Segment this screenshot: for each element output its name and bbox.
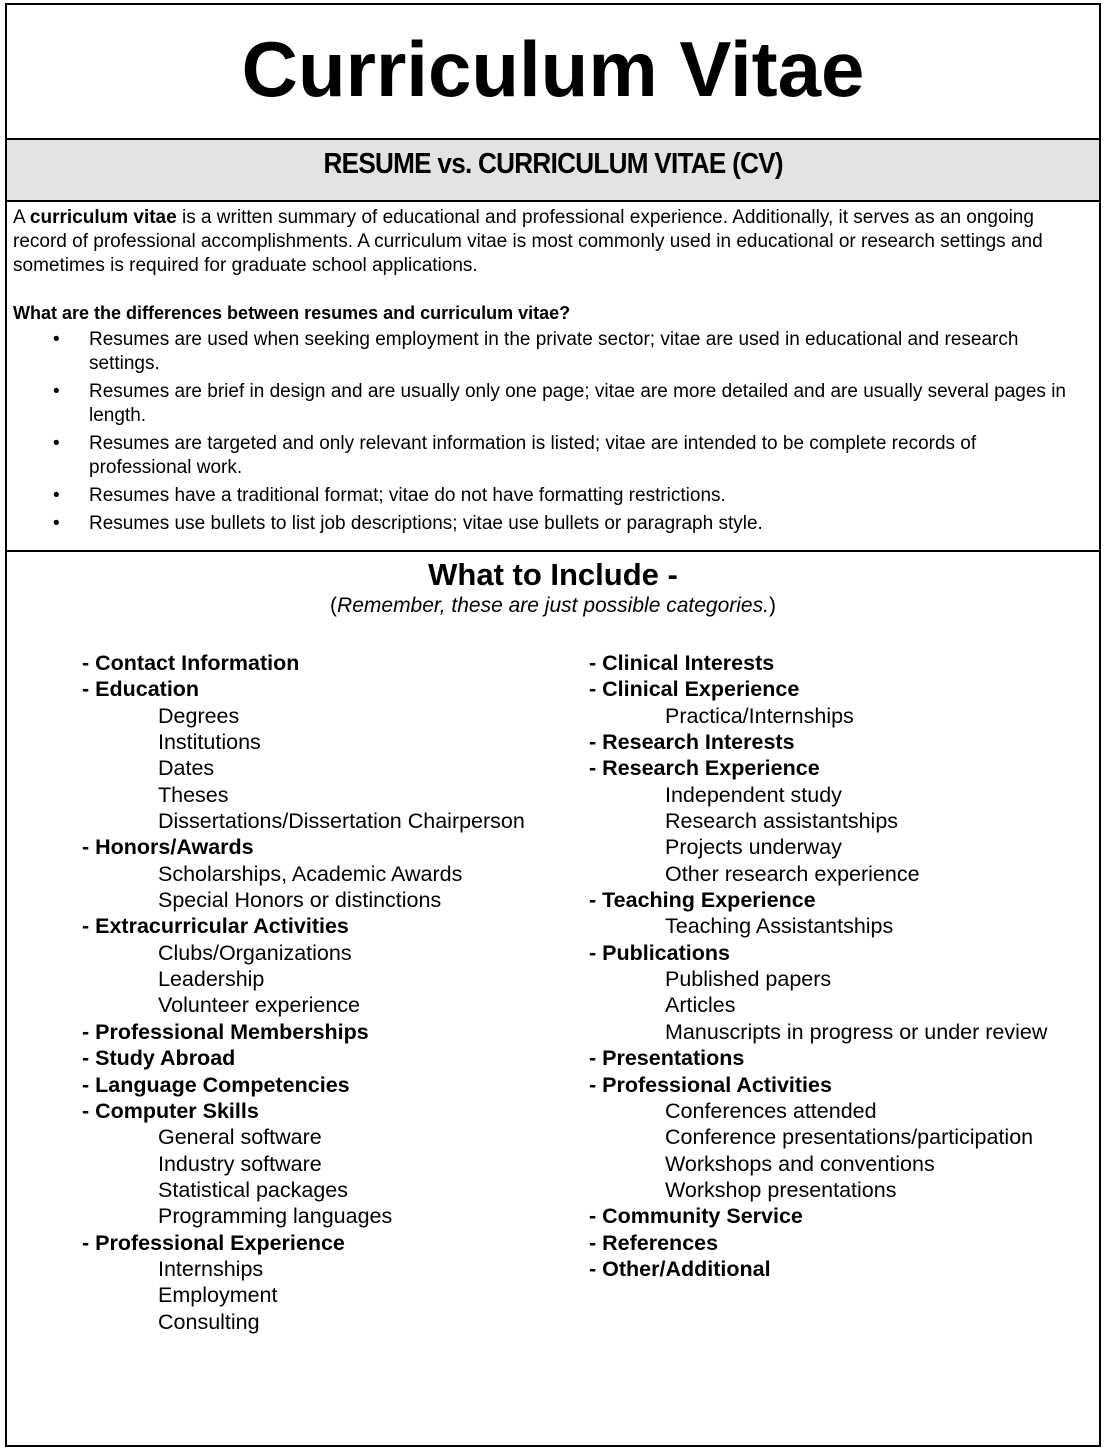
category-item: Teaching Assistantships [665, 914, 894, 939]
category-heading: - Language Competencies [82, 1072, 350, 1097]
note-close: ) [768, 594, 776, 617]
category-heading: - References [589, 1230, 719, 1255]
category-item: Dissertations/Dissertation Chairperson [158, 809, 525, 834]
note-open: ( [330, 594, 338, 617]
category-item: Programming languages [158, 1204, 393, 1229]
intro-rest: is a written summary of educational and professional experience. Additionally, it serves as an ongoing record of professional accomplishments. A curriculum vitae is most commonly used in educational or research settings and sometimes is required for graduate school applications. [13, 207, 1043, 276]
category-item: Internships [158, 1256, 264, 1281]
category-item: Research assistantships [665, 809, 899, 834]
intro-term: curriculum vitae [29, 207, 177, 228]
category-item: Articles [665, 993, 736, 1018]
category-heading: - Professional Experience [82, 1230, 345, 1255]
bullet-icon: • [53, 485, 60, 506]
difference-item [13, 432, 1093, 480]
category-heading: - Study Abroad [82, 1046, 236, 1071]
category-heading: - Education [82, 677, 200, 702]
category-heading: - Professional Activities [589, 1072, 832, 1097]
difference-text: Resumes are used when seeking employment in the private sector; vitae are used in educational and research settings. [89, 329, 1019, 374]
difference-text: Resumes have a traditional format; vitae do not have formatting restrictions. [89, 485, 726, 506]
difference-text: Resumes are brief in design and are usually only one page; vitae are more detailed and are usually several pages in length. [89, 381, 1066, 426]
bullet-icon: • [53, 381, 60, 402]
intro-lead: A [13, 207, 30, 228]
subtitle-text: RESUME vs. CURRICULUM VITAE (CV) [323, 148, 783, 180]
intro-section [7, 202, 1099, 552]
category-item: Dates [158, 756, 215, 781]
category-item: Degrees [158, 703, 240, 728]
differences-list [13, 328, 1093, 536]
difference-item [13, 484, 1093, 508]
category-heading: - Computer Skills [82, 1098, 259, 1123]
category-item: Industry software [158, 1151, 322, 1176]
category-item: Workshop presentations [665, 1177, 897, 1202]
difference-text: Resumes are targeted and only relevant information is listed; vitae are intended to be complete records of professional work. [89, 433, 977, 478]
category-heading: - Teaching Experience [589, 888, 816, 913]
intro-paragraph [13, 206, 1093, 278]
category-item: Projects underway [665, 835, 842, 860]
differences-question: What are the differences between resumes and curriculum vitae? [13, 303, 571, 323]
section-subtitle [7, 140, 1099, 202]
category-item: Conferences attended [665, 1098, 877, 1123]
category-heading: - Extracurricular Activities [82, 914, 349, 939]
category-item: Practica/Internships [665, 703, 854, 728]
category-heading: - Community Service [589, 1204, 803, 1229]
category-item: Workshops and conventions [665, 1151, 935, 1176]
category-item: Volunteer experience [158, 993, 361, 1018]
category-item: Statistical packages [158, 1177, 349, 1202]
left-category-column [82, 650, 525, 1335]
category-item: Manuscripts in progress or under review [665, 1019, 1048, 1044]
document-page [5, 3, 1101, 1447]
category-item: Published papers [665, 967, 832, 992]
category-heading: - Clinical Experience [589, 677, 800, 702]
include-heading: What to Include - [428, 557, 678, 592]
category-item: Institutions [158, 730, 261, 755]
category-heading: - Professional Memberships [82, 1019, 369, 1044]
category-heading: - Contact Information [82, 651, 300, 675]
difference-item [13, 380, 1093, 428]
category-item: Theses [158, 782, 229, 807]
category-item: Conference presentations/participation [665, 1125, 1034, 1150]
category-heading: - Research Experience [589, 756, 820, 781]
right-category-column [589, 650, 1047, 1282]
category-item: Employment [158, 1283, 278, 1308]
category-heading: - Other/Additional [589, 1256, 771, 1281]
difference-item [13, 328, 1093, 376]
category-heading: - Research Interests [589, 730, 795, 755]
category-heading: - Publications [589, 940, 730, 965]
category-heading: - Honors/Awards [82, 835, 254, 860]
category-heading: - Presentations [589, 1046, 745, 1071]
note-text: Remember, these are just possible categories. [337, 594, 769, 617]
include-note [7, 594, 1099, 618]
bullet-icon: • [53, 329, 60, 350]
category-item: Independent study [665, 782, 842, 807]
category-heading: - Clinical Interests [589, 651, 775, 675]
category-item: Consulting [158, 1309, 260, 1334]
bullet-icon: • [53, 513, 60, 534]
difference-text: Resumes use bullets to list job descriptions; vitae use bullets or paragraph style. [89, 513, 763, 534]
category-item: Other research experience [665, 861, 920, 886]
category-item: General software [158, 1125, 322, 1150]
page-title: Curriculum Vitae [7, 5, 1099, 140]
category-item: Special Honors or distinctions [158, 888, 442, 913]
category-item: Scholarships, Academic Awards [158, 861, 463, 886]
bullet-icon: • [53, 433, 60, 454]
category-item: Leadership [158, 967, 265, 992]
difference-item [13, 512, 1093, 536]
category-item: Clubs/Organizations [158, 940, 352, 965]
